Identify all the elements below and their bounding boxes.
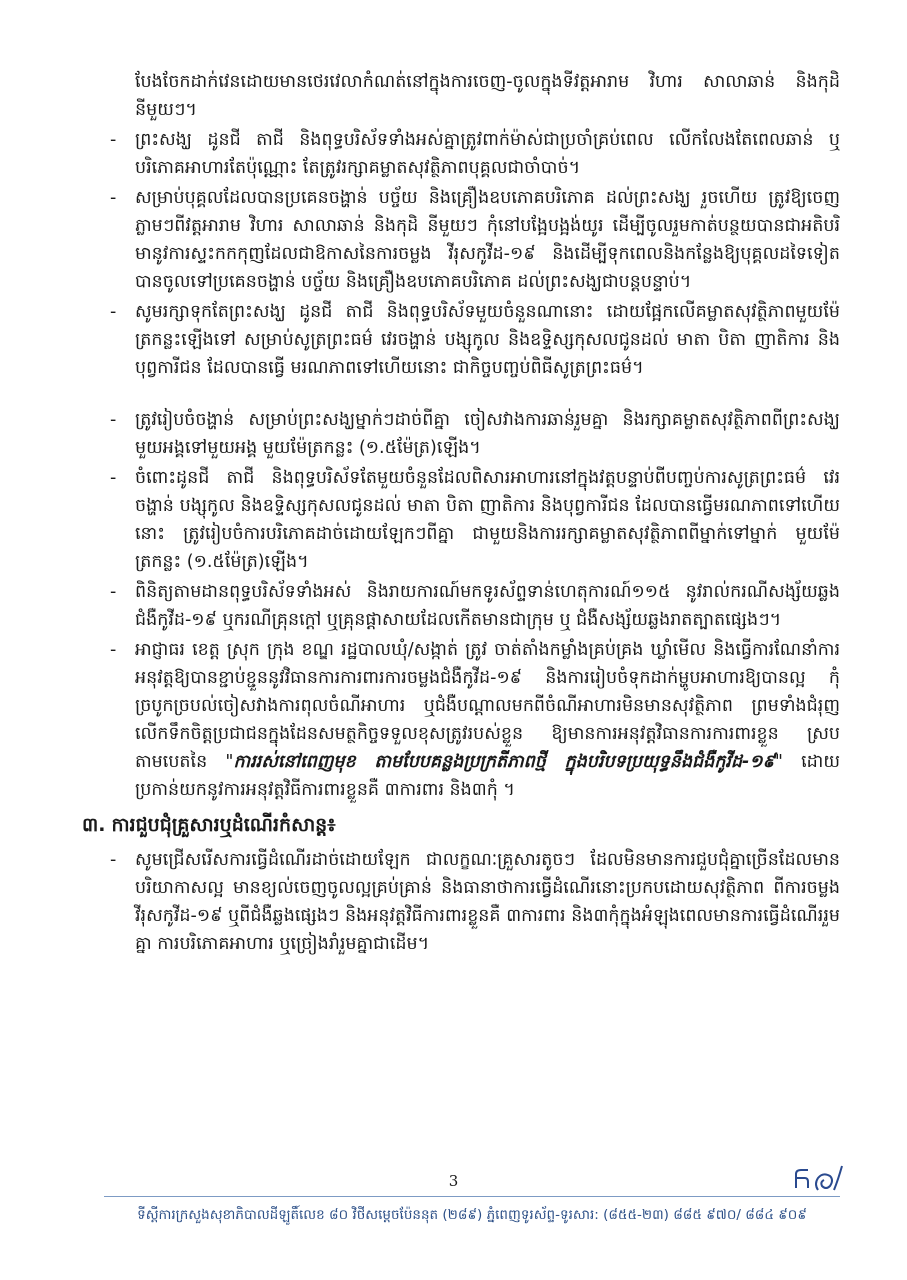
section-heading <box>82 810 840 840</box>
list-item-text: ត្រូវរៀបចំចង្ហាន់ សម្រាប់ព្រះសង្ឃម្នាក់ៗដាច់ពីគ្នា ចៀសវាងការឆាន់រួមគ្នា និងរក្សាគម្លាតសុវត្ថិភាពពីព្រះសង្ឃមួយអង្គទៅមួយអង្គ មួយម៉ែត្រកន្លះ (១.៥ម៉ែត្រ)ឡើង។ <box>135 410 840 458</box>
bullet-dash: - <box>110 468 117 488</box>
list-item <box>110 184 840 296</box>
list-item-text: សូមជ្រើសរើសការធ្វើដំណើរដាច់ដោយឡែក ជាលក្ខណៈគ្រួសារតូចៗ ដែលមិនមានការជួបជុំគ្នាច្រើនដែលមានបរិយាកាសល្អ មានខ្យល់ចេញចូលល្អគ្រប់គ្រាន់ និងធានាថាការធ្វើដំណើរនោះប្រកបដោយសុវត្ថិភាព ពីការចម្លងវីរុសកូវីដ-១៩ ឬពីជំងឺឆ្លងផ្សេងៗ និងអនុវត្តវិធីការពារខ្លួនគឺ ៣ការពារ និង៣កុំក្នុងអំឡុងពេលមានការធ្វើដំណើររួមគ្នា ការបរិភោគអាហារ ឬច្រៀងរាំរួមគ្នាជាដើម។ <box>135 850 840 954</box>
bullet-dash: - <box>110 130 117 150</box>
list-item <box>110 846 840 958</box>
section-number: ៣. <box>82 814 106 836</box>
bullet-dash: - <box>110 302 117 322</box>
list-item <box>110 464 840 576</box>
list-item <box>110 578 840 634</box>
page-number: 3 <box>448 1172 459 1190</box>
list-item-text <box>135 636 840 804</box>
section-title: ការជួបជុំគ្រួសារឬដំណើរកំសាន្ត៖ <box>111 814 336 836</box>
footer-divider <box>104 1196 840 1197</box>
list-item <box>110 636 840 804</box>
list-item-text: សូមរក្សាទុកតែព្រះសង្ឃ ដូនជី តាជី និងពុទ្ធបរិស័ទមួយចំនួនណានោះ ដោយផ្អែកលើគម្លាតសុវត្ថិភាពមួយម៉ែត្រកន្លះឡើងទៅ សម្រាប់សូត្រព្រះធម៌ វេរចង្ហាន់ បង្សុកូល និងឧទ្ទិស្សកុសលជូនដល់ មាតា បិតា ញាតិការ និងបុព្វការីជន ដែលបានធ្វើ មរណភាពទៅហើយនោះ ជាកិច្ចបញ្ចប់ពិធីសូត្រព្រះធម៌។ <box>135 302 840 378</box>
bullet-dash: - <box>110 640 117 660</box>
bullet-dash: - <box>110 410 117 430</box>
footer-address: ទីស្តីការក្រសួងសុខាភិបាលដីឡូតិ៍លេខ ៨០ វិថីសម្តេចប៉ែននុត (២៨៩) ភ្នំពេញទូរស័ព្ទ-ទូរសារ: (៨៥៥-២៣) ៨៨៥ ៩៧០/ ៨៨៤ ៩០៩ <box>137 1207 807 1223</box>
bullet-dash: - <box>110 188 117 208</box>
bullet-dash: - <box>110 582 117 602</box>
authority-text-end: " ដោយប្រកាន់យកនូវការអនុវត្តវិធីការពារខ្លួនគឺ ៣ការពារ និង៣កុំ ។ <box>135 752 840 800</box>
list-item <box>110 298 840 382</box>
paragraph-gap <box>110 382 840 404</box>
authority-text: អាជ្ញាធរ ខេត្ត ស្រុក ក្រុង ខណ្ឌ រដ្ឋបាលឃុំ/សង្កាត់ ត្រូវ ចាត់តាំងកម្លាំងគ្រប់គ្រង ឃ្លាំមើល និងធ្វើការណែនាំការអនុវត្តឱ្យបានខ្ជាប់ខ្ជួននូវវិធានការការពារការចម្លងជំងឺកូវីដ-១៩ និងការរៀបចំទុកដាក់ម្ហូបអាហារឱ្យបានល្អ កុំច្របូកច្របល់ចៀសវាងការពុលចំណីអាហារ ឬជំងឺបណ្ដាលមកពីចំណីអាហារមិនមានសុវត្ថិភាព ព្រមទាំងជំរុញលើកទឹកចិត្តប្រជាជនក្នុងដែនសមត្ថកិច្ចទទួលខុសត្រូវរបស់ខ្លួន ឱ្យមានការអនុវត្តវិធានការការពារខ្លួន ស្របតាមបេតនៃ " <box>135 640 840 772</box>
list-item-text: ចំពោះដូនជី តាជី និងពុទ្ធបរិស័ទតែមួយចំនួនដែលពិសារអាហារនៅក្នុងវត្តបន្ទាប់ពីបញ្ចប់ការសូត្រព្រះធម៌ វេរចង្ហាន់ បង្សុកូល និងឧទ្ទិស្សកុសលជូនដល់ មាតា បិតា ញាតិការ និងបុព្វការីជន ដែលបានធ្វើមរណភាពទៅហើយនោះ ត្រូវរៀបចំការបរិភោគដាច់ដោយឡែកៗពីគ្នា ជាមួយនិងការរក្សាគម្លាតសុវត្ថិភាពពីម្នាក់ទៅម្នាក់ មួយម៉ែត្រកន្លះ (១.៥ម៉ែត្រ)ឡើង។ <box>135 468 840 572</box>
list-item <box>110 406 840 462</box>
list-item <box>110 126 840 182</box>
campaign-slogan: ការរស់នៅពេញមុខ តាមបែបគន្លងប្រក្រតីភាពថ្មី ក្នុងបរិបទប្រយុទ្ធនឹងជំងឺកូវីដ-១៩ <box>233 752 775 772</box>
document-body <box>82 68 840 958</box>
list-item-text: ព្រះសង្ឃ ដូនជី តាជី និងពុទ្ធបរិស័ទទាំងអស់គ្នាត្រូវពាក់ម៉ាស់ជាប្រចាំគ្រប់ពេល លើកលែងតែពេលឆាន់ ឬបរិភោគអាហារតែប៉ុណ្ណោះ តែត្រូវរក្សាគម្លាតសុវត្ថិភាពបុគ្គលជាចាំបាច់។ <box>135 130 840 178</box>
intro-continuation: បែងចែកដាក់វេនដោយមានថេរវេលាកំណត់នៅក្នុងការចេញ-ចូលក្នុងទីវត្តអារាម វិហារ សាលាឆាន់ និងកុដិនីមួយៗ។ <box>135 72 840 120</box>
list-item-text: សម្រាប់បុគ្គលដែលបានប្រគេនចង្ហាន់ បច្ច័យ និងគ្រឿងឧបភោគបរិភោគ ដល់ព្រះសង្ឃ រួចហើយ ត្រូវឱ្យចេញភ្លាមៗពីវត្តអារាម វិហារ សាលាឆាន់ និងកុដិ នីមួយៗ កុំនៅបង្អែបង្អង់យូរ ដើម្បីចូលរួមកាត់បន្ថយបានជាអតិបរិមានូវការស្ទះកកកុញដែលជាឱកាសនៃការចម្លង វីរុសកូវីដ-១៩ និងដើម្បីទុកពេលនិងកន្លែងឱ្យបុគ្គលដទៃទៀតបានចូលទៅប្រគេនចង្ហាន់ បច្ច័យ និងគ្រឿងឧបភោគបរិភោគ ដល់ព្រះសង្ឃជាបន្តបន្ទាប់។ <box>135 188 840 292</box>
list-item-text: ពិនិត្យតាមដានពុទ្ធបរិស័ទទាំងអស់ និងរាយការណ៍មកទូរស័ព្ទទាន់ហេតុការណ៍១១៥ នូវរាល់ករណីសង្ស័យឆ្លងជំងឺកូវីដ-១៩ ឬករណីគ្រុនក្តៅ ឬគ្រុនផ្តាសាយដែលកើតមានជាក្រុម ឬ ជំងឺសង្ស័យឆ្លងរាតត្បាតផ្សេងៗ។ <box>135 582 840 630</box>
bullet-dash: - <box>110 850 117 870</box>
